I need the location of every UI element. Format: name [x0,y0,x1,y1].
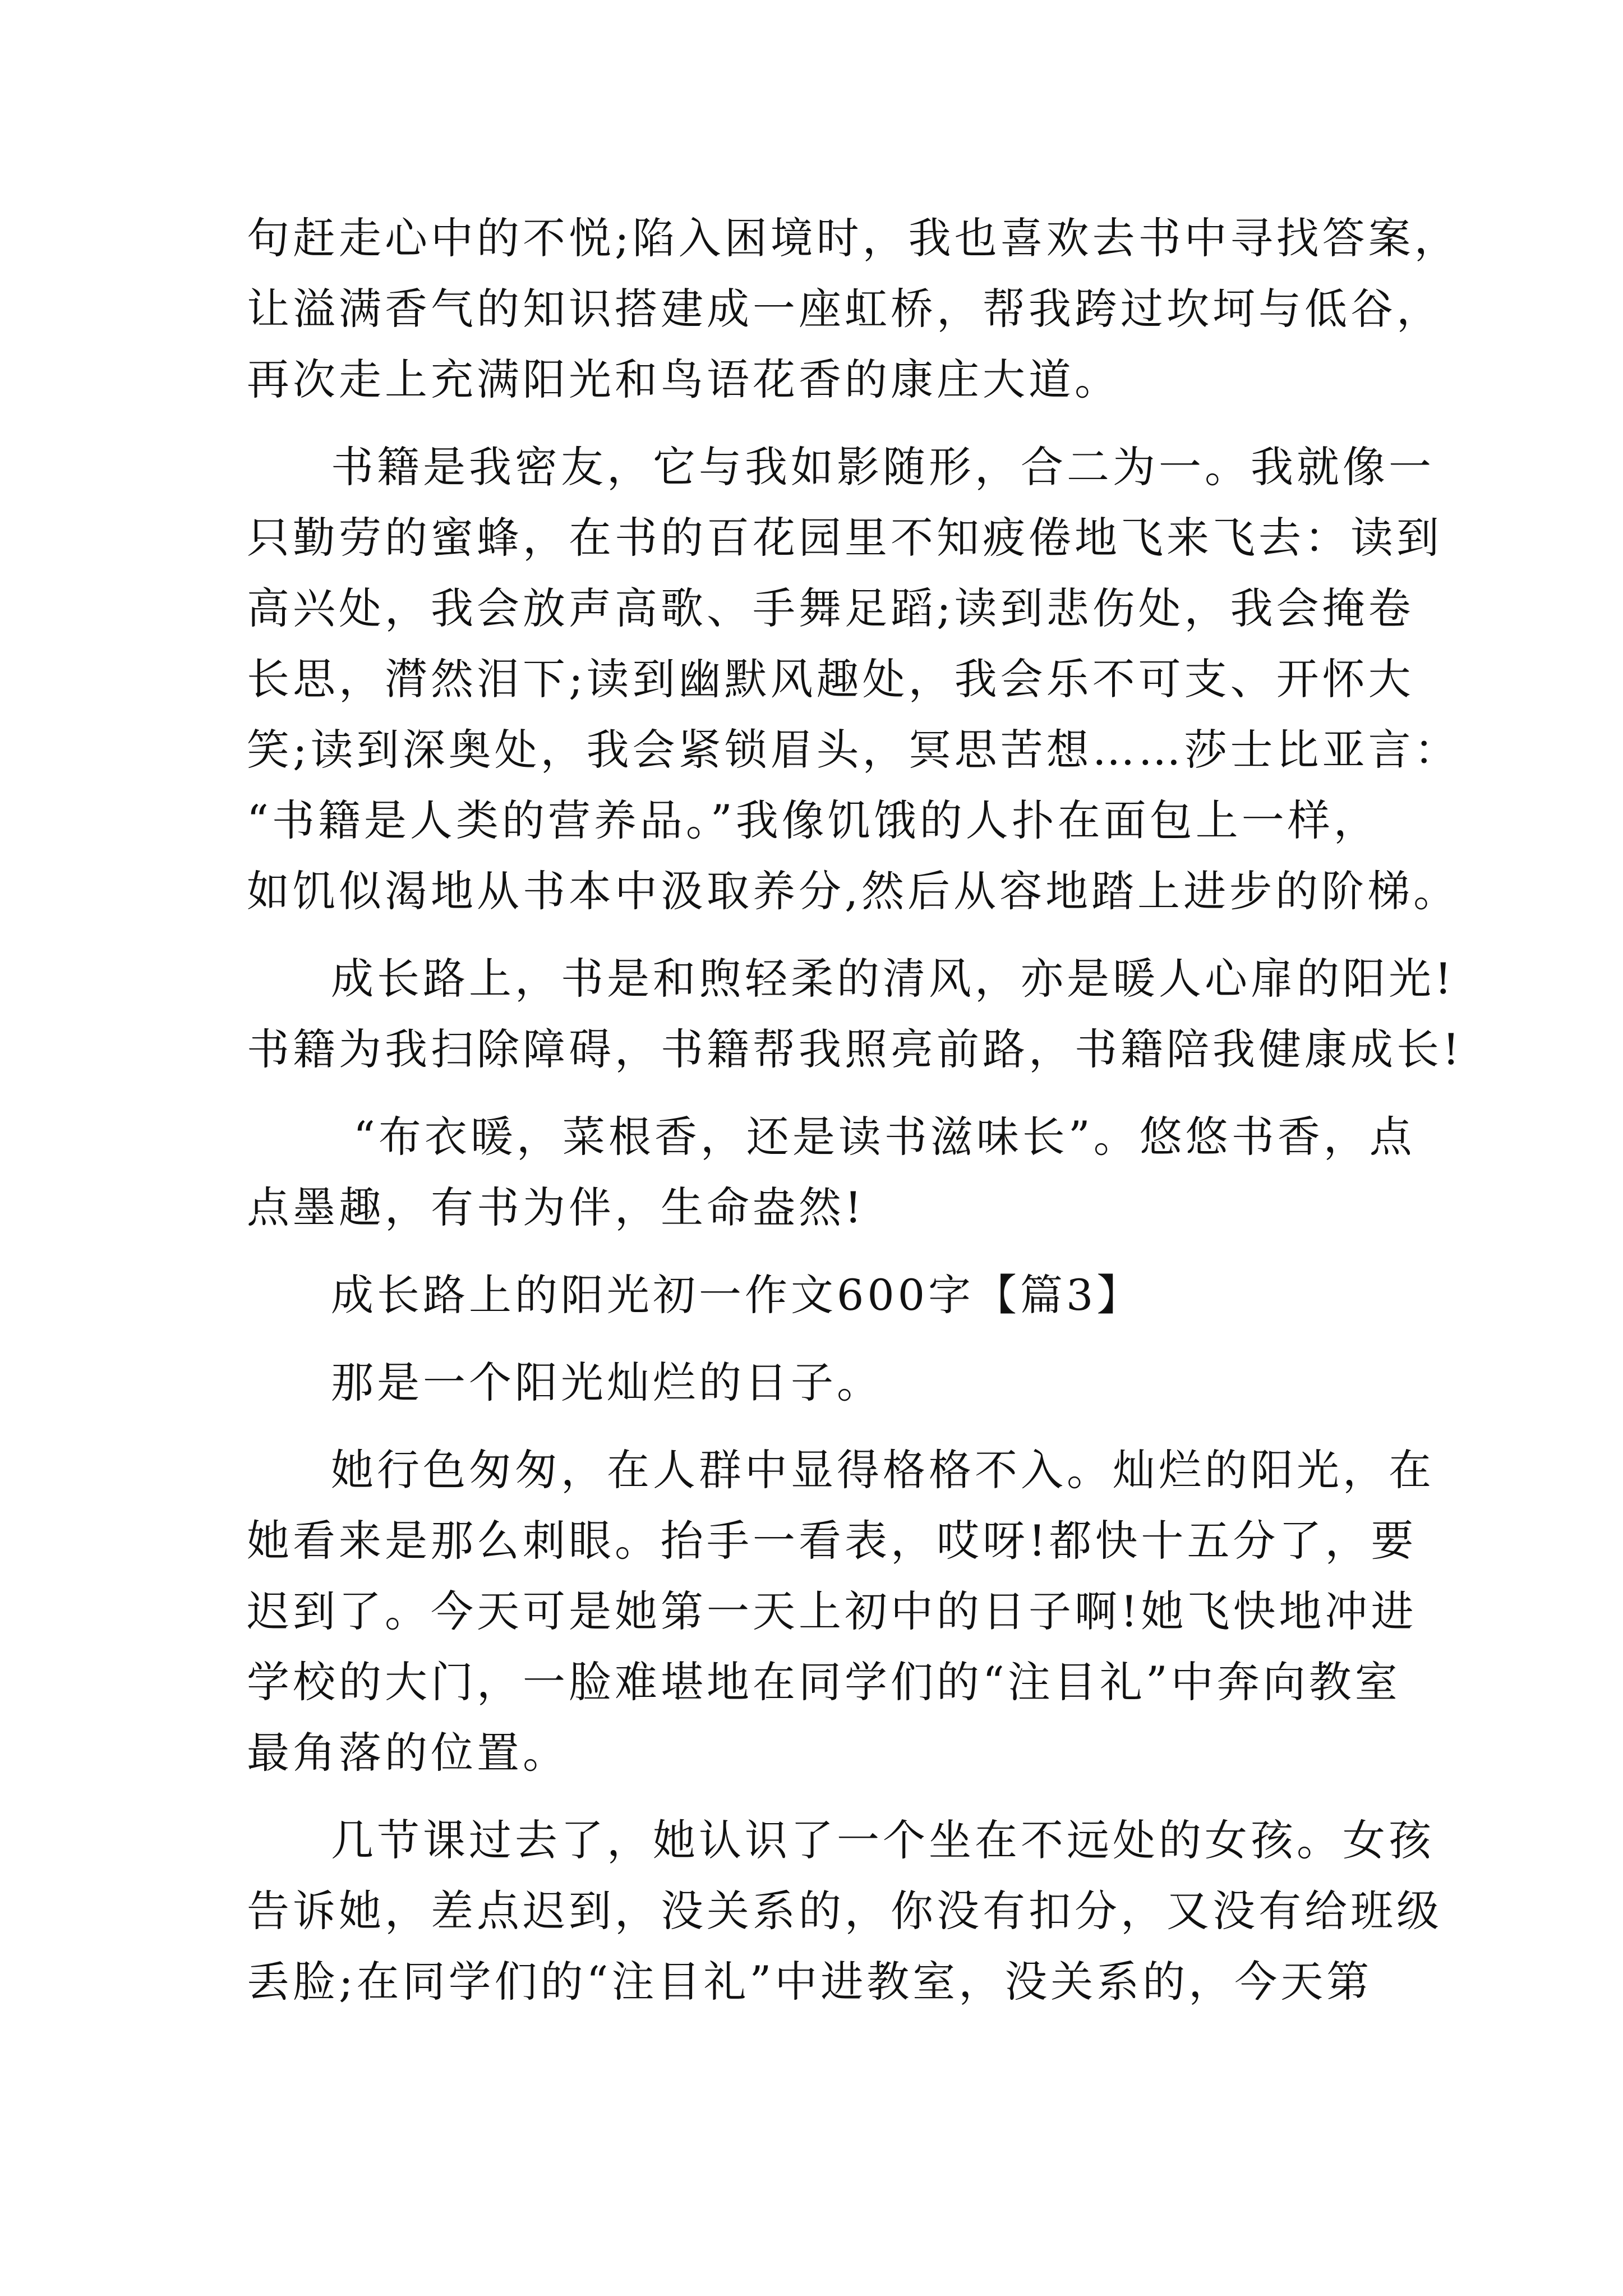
paragraph-start-line: 成长路上，书是和煦轻柔的清风，亦是暖人心扉的阳光! [331,954,1455,1004]
text-line: 高兴处，我会放声高歌、手舞足蹈;读到悲伤处，我会掩卷 [247,583,1414,633]
text-line: 告诉她，差点迟到，没关系的，你没有扣分，又没有给班级 [247,1886,1442,1936]
text-line: 如饥似渴地从书本中汲取养分,然后从容地踏上进步的阶梯。 [247,866,1460,916]
paragraph-start-line: 她行色匆匆，在人群中显得格格不入。灿烂的阳光，在 [331,1445,1435,1495]
essay-text [247,203,1463,2017]
text-line: 长思，潸然泪下;读到幽默风趣处，我会乐不可支、开怀大 [247,654,1414,704]
paragraph-start-line: 书籍是我密友，它与我如影随形，合二为一。我就像一 [331,442,1435,492]
text-line: 只勤劳的蜜蜂，在书的百花园里不知疲倦地飞来飞去：读到 [247,513,1442,563]
text-line: 她看来是那么刺眼。抬手一看表，哎呀!都快十五分了，要 [247,1516,1417,1566]
text-line: 点墨趣，有书为伴，生命盎然! [247,1182,865,1232]
text-line: 学校的大门，一脸难堪地在同学们的“注目礼”中奔向教室 [247,1657,1401,1707]
paragraph-start-line: “布衣暖，菜根香，还是读书滋味长”。悠悠书香，点 [353,1112,1415,1162]
text-line: 再次走上充满阳光和鸟语花香的康庄大道。 [247,355,1121,404]
paragraph-start-line: 几节课过去了，她认识了一个坐在不远处的女孩。女孩 [331,1815,1435,1865]
text-line: 迟到了。今天可是她第一天上初中的日子啊!她飞快地冲进 [247,1586,1417,1636]
text-line: 句赶走心中的不悦;陷入困境时，我也喜欢去书中寻找答案， [247,213,1460,263]
text-line: 让溢满香气的知识搭建成一座虹桥，帮我跨过坎坷与低谷， [247,284,1442,334]
text-line: “书籍是人类的营养品。”我像饥饿的人扑在面包上一样， [247,795,1380,845]
text-line: 书籍为我扫除障碍，书籍帮我照亮前路，书籍陪我健康成长! [247,1024,1463,1074]
text-line: 最角落的位置。 [247,1728,569,1778]
section-heading: 成长路上的阳光初一作文600字【篇3】 [331,1270,1143,1320]
text-line: 丢脸;在同学们的“注目礼”中进教室，没关系的，今天第 [247,1957,1373,2007]
text-line: 笑;读到深奥处，我会紧锁眉头，冥思苦想……莎士比亚言： [247,725,1460,775]
paragraph-start-line: 那是一个阳光灿烂的日子。 [331,1358,883,1407]
